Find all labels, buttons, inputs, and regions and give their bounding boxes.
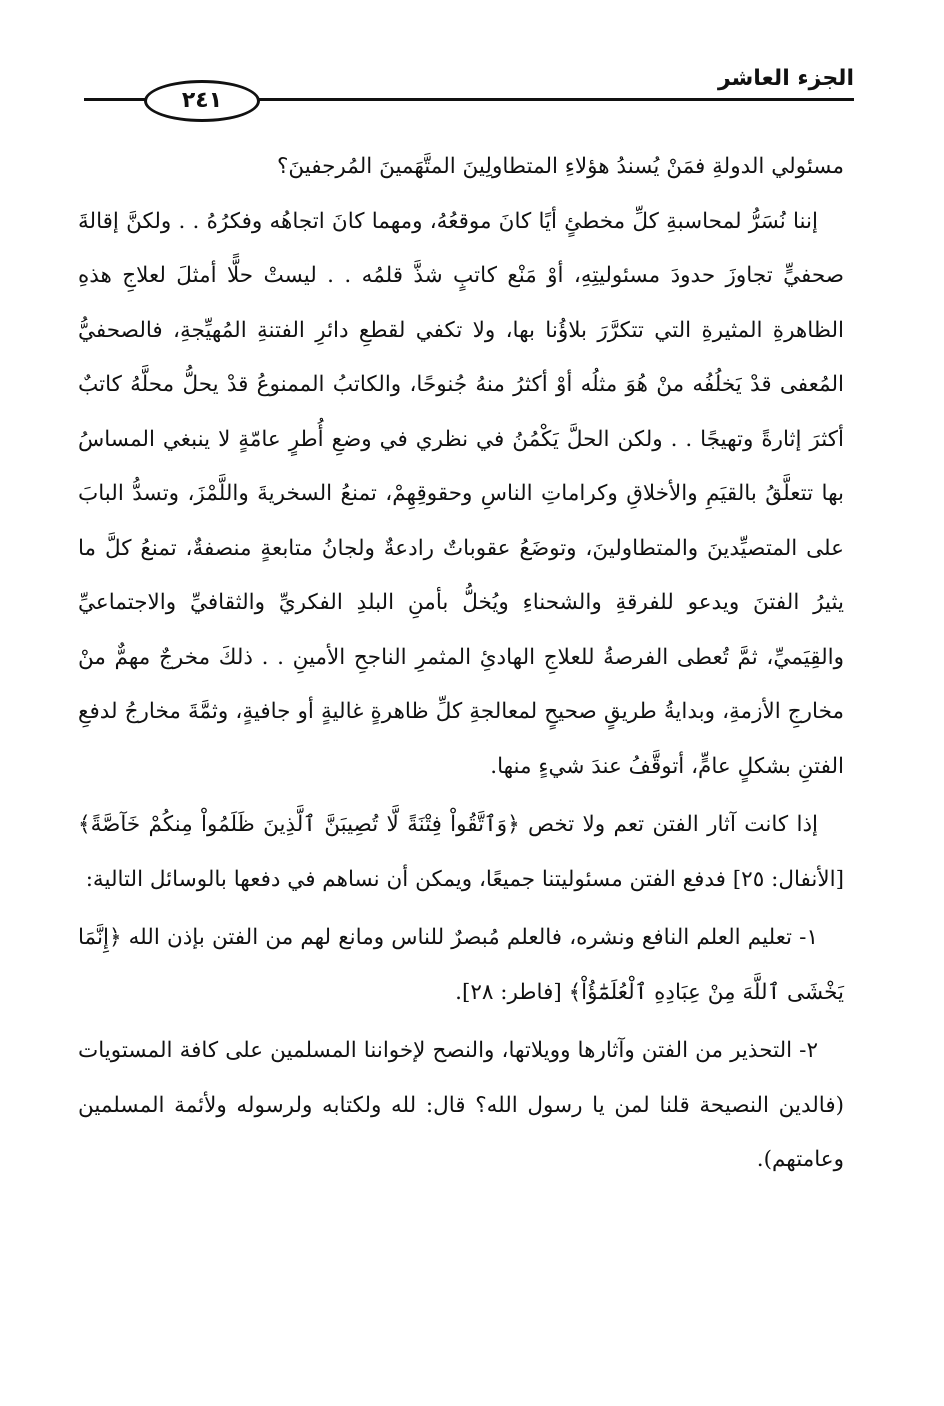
- page-body: [78, 140, 844, 1188]
- page-header: [84, 62, 854, 122]
- list-item-2: ٢- التحذير من الفتن وآثارها وويلاتها، والنصح لإخواننا المسلمين على كافة المستويات (فالدين النصيحة قلنا لمن يا رسول الله؟ قال: لله ولكتابه ولرسوله ولأئمة المسلمين وعامتهم).: [78, 1038, 844, 1172]
- paragraph-fitan: إذا كانت آثار الفتن تعم ولا تخص ﴿وَٱتَّقُواْ فِتْنَةً لَّا تُصِيبَنَّ ٱلَّذِينَ ظَلَمُواْ مِنكُمْ خَآصَّةً﴾ [الأنفال: ٢٥] فدفع الفتن مسئوليتنا جميعًا، ويمكن أن نساهم في دفعها بالوسائل التالية:: [78, 812, 844, 892]
- paragraph-continuation: مسئولي الدولةِ فمَنْ يُسندُ هؤلاءِ المتطاولِينَ المتَّهَمينَ المُرجفينَ؟: [277, 154, 844, 179]
- list-item-1: ١- تعليم العلم النافع ونشره، فالعلم مُبصرٌ للناس ومانع لهم من الفتن بإذن الله ﴿إِنَّمَا يَخْشَى ٱللَّهَ مِنْ عِبَادِهِ ٱلْعُلَمَٰٓؤُاْ﴾ [فاطر: ٢٨].: [78, 925, 844, 1005]
- paragraph-main: إننا نُسَرُّ لمحاسبةِ كلِّ مخطئٍ أيًا كانَ موقعُهُ، ومهما كانَ اتجاهُه وفكرُهُ . . ولكنَّ إقالةَ صحفيٍّ تجاوزَ حدودَ مسئوليتِهِ، أوْ مَنْع كاتبٍ شذَّ قلمُه . . ليستْ حلًّا أمثلَ لعلاجِ هذهِ الظاهرةِ المثيرةِ التي تتكرَّرَ بلاؤُنا بها، ولا تكفي لقطعِ دائرِ الفتنةِ المُهيِّجةِ، فالصحفيُّ المُعفى قدْ يَخلُفُه منْ هُوَ مثلُه أوْ أكثرُ منهُ جُنوحًا، والكاتبُ الممنوعُ قدْ يحلُّ محلَّهُ كاتبٌ أكثرَ إثارةً وتهيجًا . . ولكن الحلَّ يَكْمُنُ في نظري في وضعِ أُطرٍ عامّةٍ لا ينبغي المساسُ بها تتعلَّقُ بالقيَمِ والأخلاقِ وكراماتِ الناسِ وحقوقِهِمْ، تمنعُ السخريةَ واللَّمْزَ، وتسدُّ البابَ على المتصيِّدينَ والمتطاولينَ، وتوضَعُ عقوباتٌ رادعةٌ ولجانُ متابعةٍ منصفةٌ، تمنعُ كلَّ ما يثيرُ الفتنَ ويدعو للفرقةِ والشحناءِ ويُخلُّ بأمنِ البلدِ الفكريِّ والثقافيِّ والاجتماعيِّ والقِيَميِّ، ثمَّ تُعطى الفرصةُ للعلاجِ الهادئِ المثمرِ الناجحِ الأمينِ . . ذلكَ مخرجٌ مهمٌّ منْ مخارجِ الأزمةِ، وبدايةُ طريقٍ صحيحٍ لمعالجةِ كلِّ ظاهرةٍ غاليةٍ أو جافيةٍ، وثمَّةَ مخارجُ لدفعِ الفتنِ بشكلٍ عامٍّ، أتوقَّفُ عندَ شيءٍ منها.: [78, 208, 844, 779]
- page-number: ٢٤١: [144, 80, 260, 122]
- running-title: الجزء العاشر: [717, 66, 854, 91]
